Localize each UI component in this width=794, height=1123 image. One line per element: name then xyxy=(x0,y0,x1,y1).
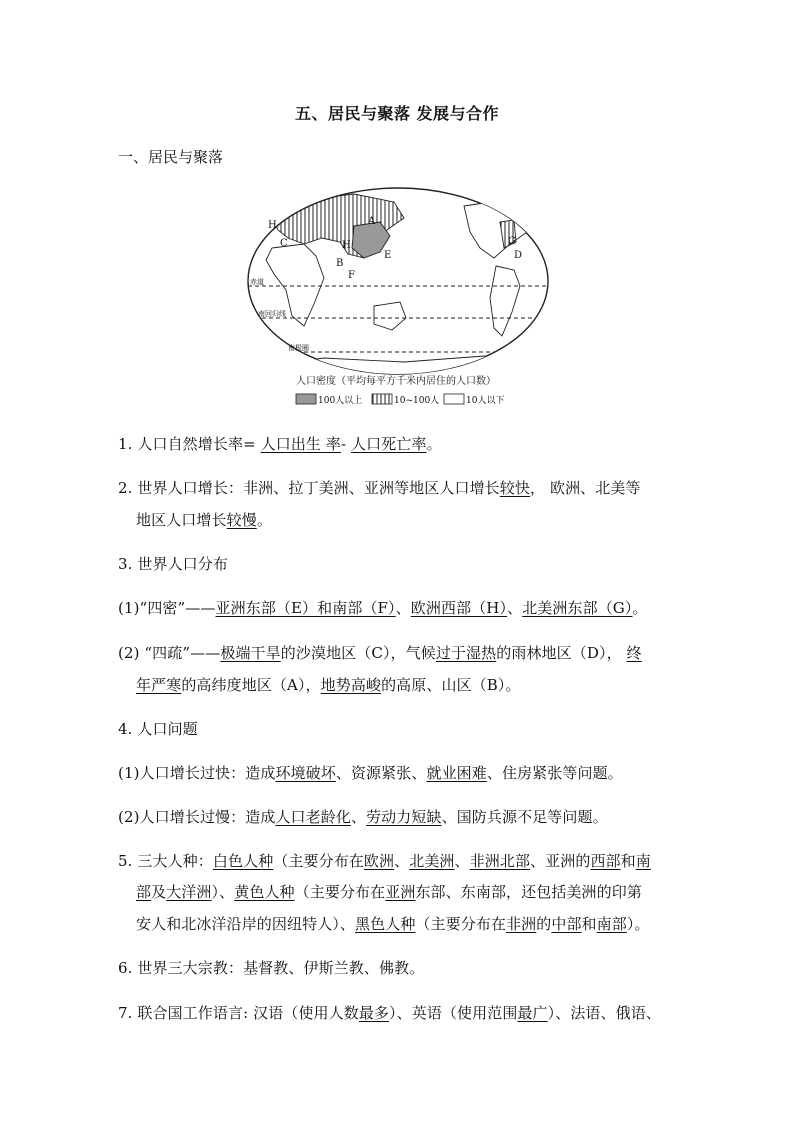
text: 的 xyxy=(536,915,552,933)
item-3-1 xyxy=(118,598,648,618)
text: 、 xyxy=(395,599,411,617)
map-label-e: E xyxy=(384,250,392,261)
text: 东部、东南部，还包括美洲的印第 xyxy=(415,883,642,901)
text: 3. 世界人口分布 xyxy=(118,555,228,573)
world-population-map xyxy=(244,186,556,412)
text: - xyxy=(341,435,352,453)
text: 7. 联合国工作语言: 汉语（使用人数 xyxy=(118,1004,359,1022)
answer: 中部 xyxy=(551,915,582,933)
text: (1)人口增长过快：造成 xyxy=(118,764,276,782)
text: ）、 xyxy=(211,883,235,901)
map-label-h-1: H xyxy=(268,220,277,231)
answer: 地势高峻 xyxy=(320,676,382,694)
answer: 部 xyxy=(136,883,152,901)
answer: 南 xyxy=(635,852,651,870)
answer: 大洋洲 xyxy=(166,883,212,901)
answer: 人口出生 率 xyxy=(260,435,341,453)
text: （主要分布在 xyxy=(273,852,364,870)
map-antarctic-label: 南极圈 xyxy=(288,344,309,352)
item-7 xyxy=(118,1003,661,1023)
item-5-cont-2 xyxy=(136,914,650,934)
answer: 就业困难 xyxy=(426,764,487,782)
text: 的高纬度地区（A）， xyxy=(181,676,321,694)
text: ）、法语、俄语、 xyxy=(547,1004,661,1022)
answer: 人口死亡率 xyxy=(351,435,427,453)
text: 地区人口增长 xyxy=(136,511,227,529)
text: ， 欧洲、北美等 xyxy=(530,479,641,497)
item-3 xyxy=(118,554,228,574)
answer: 人口老龄化 xyxy=(275,808,351,826)
text: 。 xyxy=(426,435,442,453)
answer: 黑色人种 xyxy=(355,915,416,933)
text: 。 xyxy=(256,511,272,529)
text: (1)“四密”—— xyxy=(118,599,216,617)
text: 1. 人口自然增长率= xyxy=(118,435,261,453)
map-label-b: B xyxy=(336,258,344,269)
answer: 西部 xyxy=(590,852,621,870)
legend-label-medium: 10~100人 xyxy=(394,396,440,406)
answer: 白色人种 xyxy=(212,852,274,870)
item-4-2 xyxy=(118,807,608,827)
text: 、亚洲的 xyxy=(530,852,591,870)
item-1 xyxy=(118,434,442,454)
text: 的高原、山区（B）。 xyxy=(381,676,521,694)
answer: 极端干旱 xyxy=(220,644,281,662)
answer: 欧洲西部（H） xyxy=(410,599,508,617)
item-5-cont-1 xyxy=(136,882,642,902)
legend-swatch-dense xyxy=(296,394,316,404)
legend-swatch-sparse xyxy=(444,394,464,404)
text: 和 xyxy=(620,852,636,870)
map-label-f: F xyxy=(348,270,355,281)
answer: 亚洲东部（E）和南部（F） xyxy=(215,599,396,617)
map-tropic-label: 南回归线 xyxy=(258,310,286,318)
item-3-2-cont xyxy=(136,675,521,695)
text: ）、英语（使用范围 xyxy=(389,1004,518,1022)
text: 安人和北冰洋沿岸的因纽特人）、 xyxy=(136,915,356,933)
map-legend-title: 人口密度（平均每平方千米内居住的人口数） xyxy=(296,376,496,387)
text: 、 xyxy=(350,808,367,826)
item-6 xyxy=(118,958,424,978)
answer: 劳动力短缺 xyxy=(366,808,442,826)
map-label-c: C xyxy=(280,238,288,249)
item-3-2 xyxy=(118,643,642,663)
answer: 较快 xyxy=(499,479,530,497)
answer: 北美洲东部（G） xyxy=(522,599,633,617)
text: 和 xyxy=(581,915,597,933)
text: （主要分布在 xyxy=(294,883,386,901)
map-label-h-2: H xyxy=(342,240,351,251)
answer: 亚洲 xyxy=(385,883,416,901)
answer: 欧洲 xyxy=(363,852,395,870)
item-4 xyxy=(118,719,198,739)
text: (2)人口增长过慢：造成 xyxy=(118,808,276,826)
text: ）。 xyxy=(626,915,650,933)
text: 、住房紧张等问题。 xyxy=(486,764,623,782)
text: 。 xyxy=(632,599,648,617)
legend-swatch-medium xyxy=(372,394,392,404)
text: 及 xyxy=(151,883,167,901)
answer: 环境破坏 xyxy=(275,764,336,782)
item-2-cont xyxy=(136,510,272,530)
answer: 年严寒 xyxy=(136,676,182,694)
item-5 xyxy=(118,851,651,871)
map-label-d: D xyxy=(514,250,523,261)
answer: 终 xyxy=(626,644,642,662)
map-label-a: A xyxy=(368,216,376,227)
page-title: 五、居民与聚落 发展与合作 xyxy=(294,104,500,123)
answer: 黄色人种 xyxy=(234,883,295,901)
text: 5. 三大人种： xyxy=(118,852,213,870)
legend-label-dense: 100人以上 xyxy=(318,396,363,406)
item-2 xyxy=(118,478,641,498)
legend-label-sparse: 10人以下 xyxy=(466,396,505,406)
answer: 非洲北部 xyxy=(469,852,531,870)
answer: 北美洲 xyxy=(409,852,455,870)
answer: 较慢 xyxy=(226,511,257,529)
text: 4. 人口问题 xyxy=(118,720,198,738)
text: 、 xyxy=(454,852,470,870)
answer: 南部 xyxy=(596,915,627,933)
text: 、 xyxy=(507,599,523,617)
text: 6. 世界三大宗教：基督教、伊斯兰教、佛教。 xyxy=(118,959,425,977)
text: 、国防兵源不足等问题。 xyxy=(441,808,608,826)
answer: 最多 xyxy=(358,1004,390,1022)
text: 、 xyxy=(394,852,410,870)
map-equator-label: 赤道 xyxy=(250,278,264,286)
item-4-1 xyxy=(118,763,623,783)
answer: 非洲 xyxy=(506,915,537,933)
text: (2) “四疏”—— xyxy=(118,644,221,662)
text: 的沙漠地区（C），气候 xyxy=(280,644,436,662)
text: 2. 世界人口增长：非洲、拉丁美洲、亚洲等地区人口增长 xyxy=(118,479,500,497)
section-heading: 一、居民与聚落 xyxy=(118,148,224,166)
text: （主要分布在 xyxy=(415,915,507,933)
text: 、资源紧张、 xyxy=(335,764,427,782)
answer: 最广 xyxy=(517,1004,548,1022)
text: 的雨林地区（D）， xyxy=(496,644,627,662)
answer: 过于湿热 xyxy=(435,644,497,662)
map-label-g: G xyxy=(508,236,516,247)
